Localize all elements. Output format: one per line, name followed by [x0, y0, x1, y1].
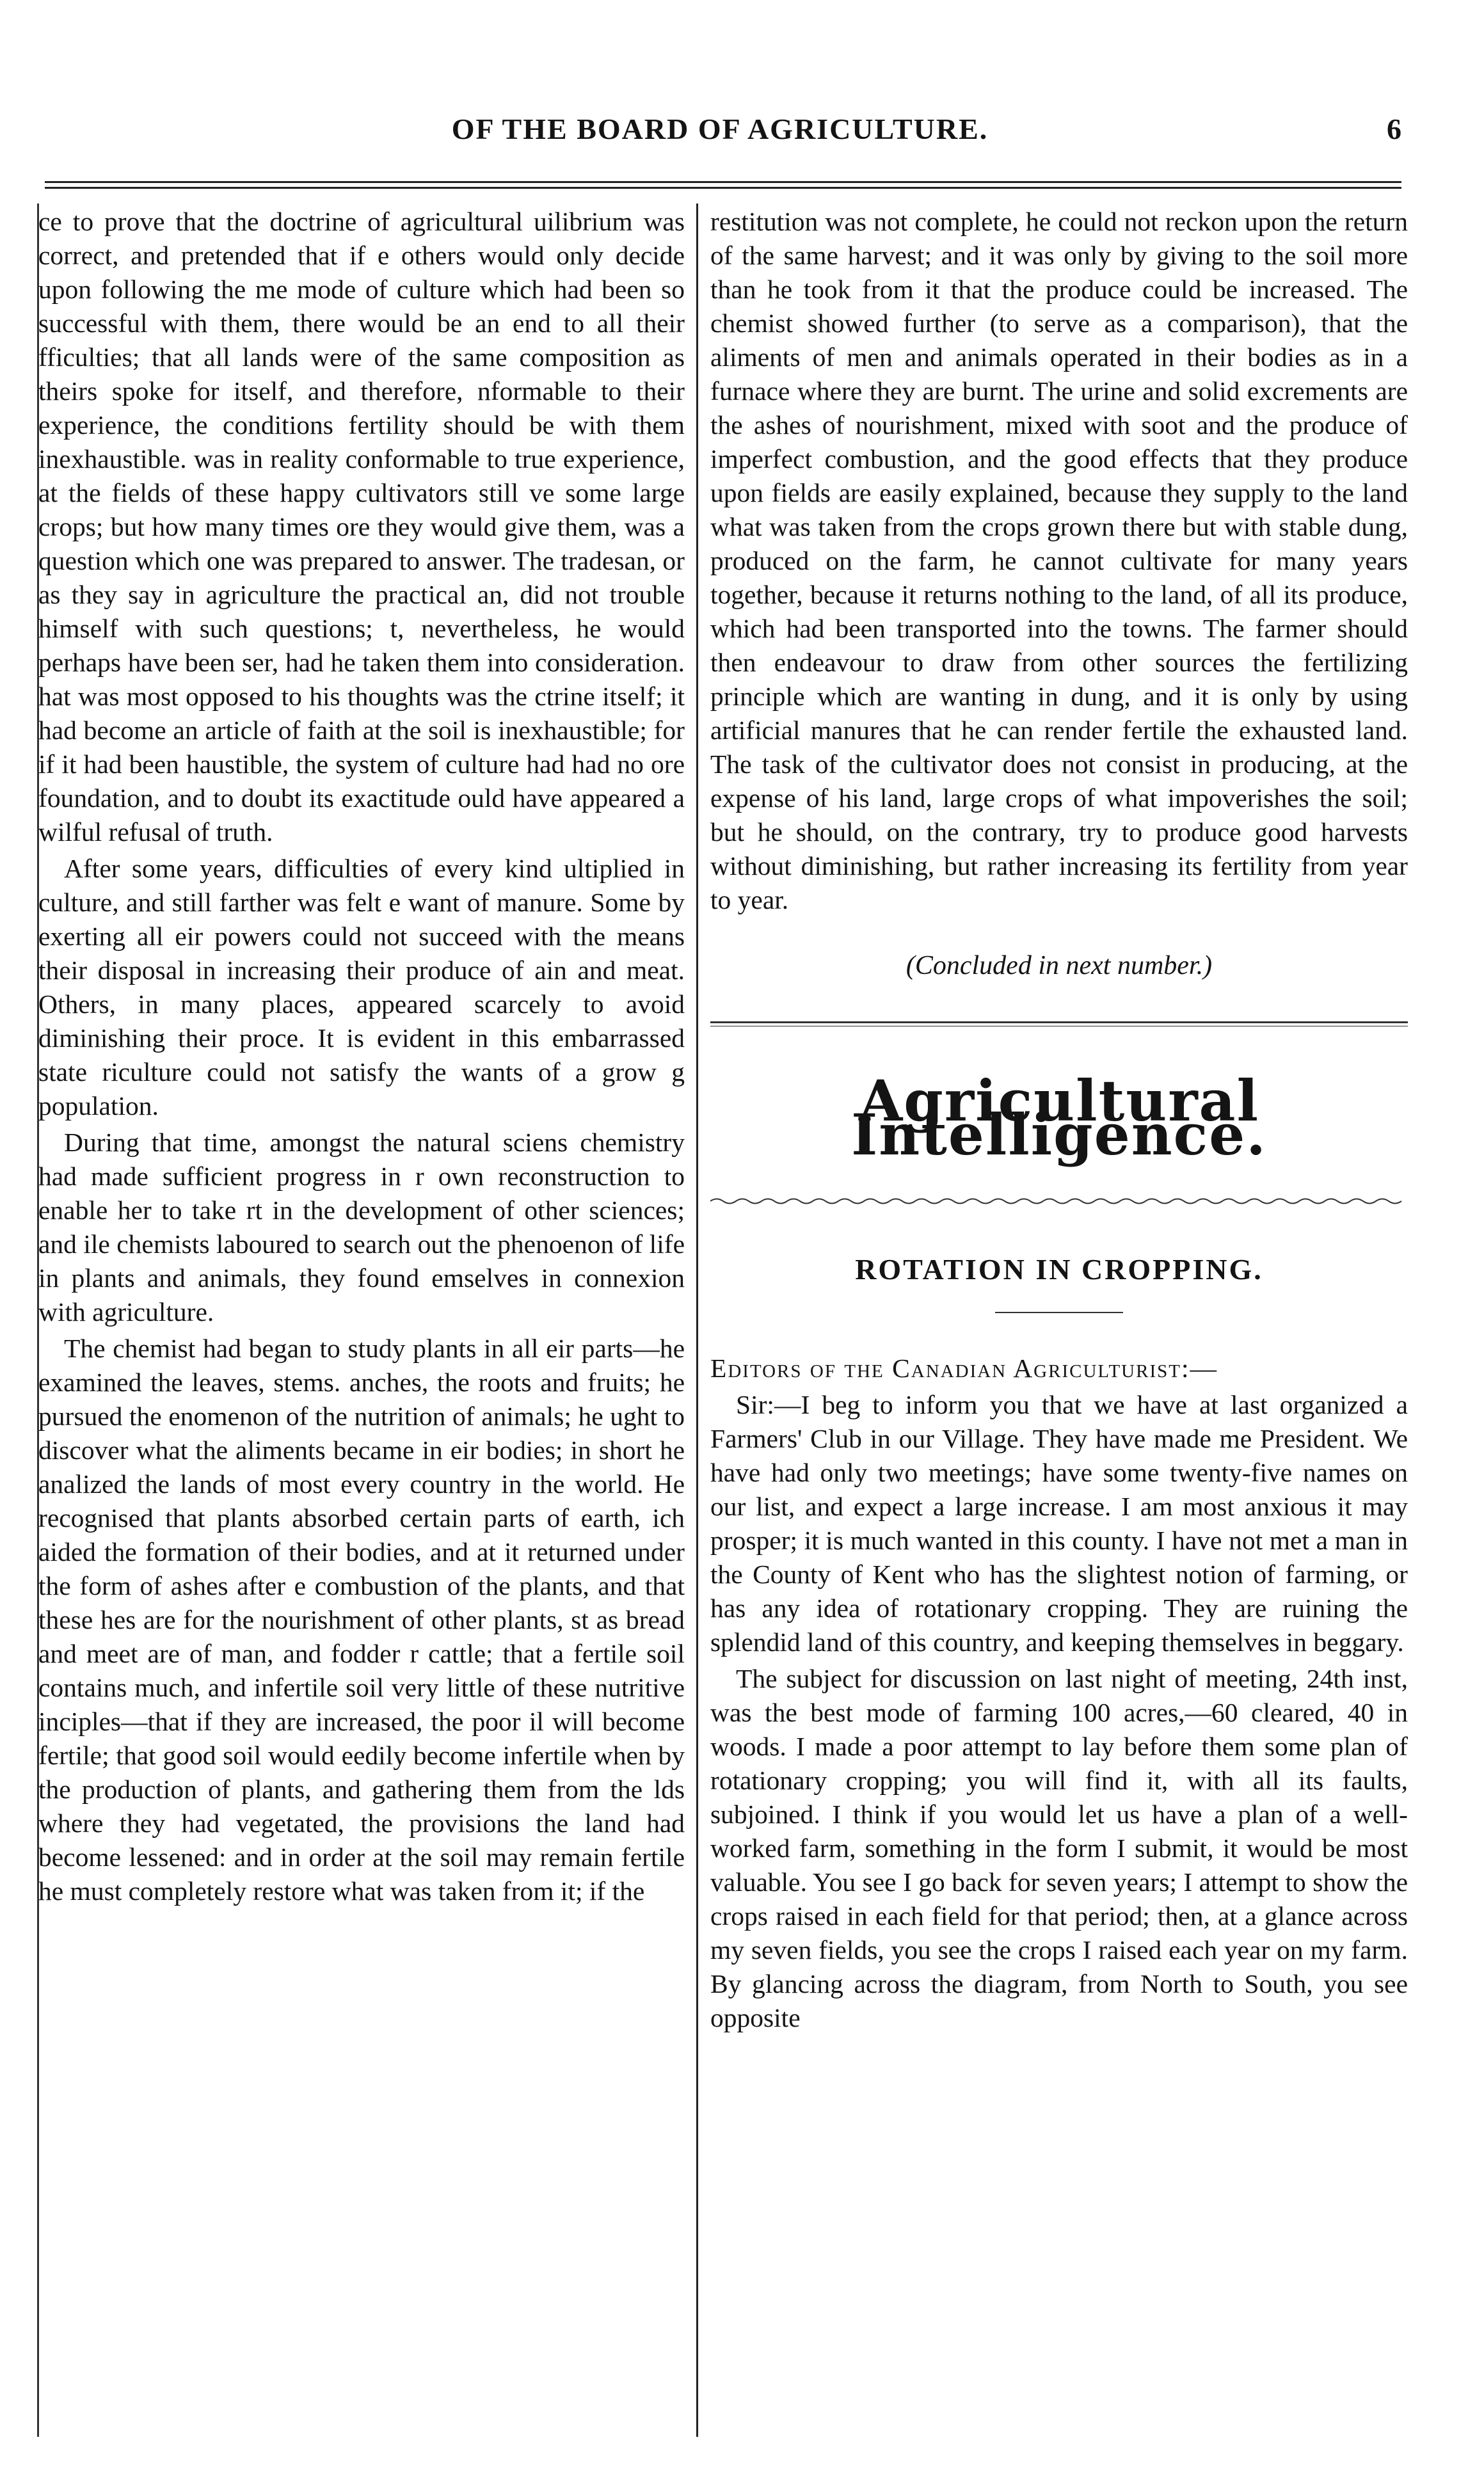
- section-separator: [710, 1021, 1408, 1026]
- title-rule: [995, 1312, 1123, 1313]
- right-column: [710, 205, 1408, 2035]
- column-divider: [696, 203, 698, 2437]
- left-paragraph-3: During that time, amongst the natural sciens chemistry had made sufficient progress in r own reconstruction to enable her to take rt in the development of other sciences; and ile chemists laboured to search out the phenoenon of life in plants and animals, they found emselves in connexion with agriculture.: [38, 1128, 685, 1327]
- article-title: ROTATION IN CROPPING.: [855, 1253, 1263, 1286]
- letter-salutation: Editors of the Canadian Agriculturist:—: [710, 1353, 1218, 1383]
- left-paragraph-4: The chemist had began to study plants in all eir parts—he examined the leaves, stems. anches, the roots and fruits; he pursued the enomenon of the nutrition of animals; he ught to discover what the aliments became in eir bodies; in short he analized the lands of most every country in the world. He recognised that plants absorbed certain parts of earth, ich aided the formation of their bodies, and at it returned under the form of ashes after e combustion of the plants, and that these hes are for the nourishment of other plants, st as bread and meet are of man, and fodder r cattle; that a fertile soil contains much, and infertile soil very little of these nutritive inciples—that if they are increased, the poor il will become fertile; that good soil would eedily become infertile when by the production of plants, and gathering them from the lds where they had vegetated, the provisions the land had become lessened: and in order at the soil may remain fertile he must completely restore what was taken from it; if the: [38, 1334, 685, 1906]
- wavy-rule: [710, 1197, 1408, 1206]
- left-paragraph-2: After some years, difficulties of every kind ultiplied in culture, and still farther was felt e want of manure. Some by exerting all eir powers could not succeed with the means their disposal in increasing their produce of ain and meat. Others, in many places, appeared scarcely to avoid diminishing their proce. It is evident in this embarrassed state riculture could not satisfy the wants of a grow g population.: [38, 854, 685, 1121]
- header-rule: [45, 181, 1401, 189]
- letter-paragraph-1: Sir:—I beg to inform you that we have at last organized a Farmers' Club in our Village. They have made me President. We have had only two meetings; have some twenty-five names on our list, and expect a large increase. I am most anxious it may prosper; it is much wanted in this county. I have not met a man in the County of Kent who has the slightest notion of farming, or has any idea of rotationary cropping. They are ruining the splendid land of this country, and keeping themselves in beggary.: [710, 1390, 1408, 1657]
- left-paragraph-1: ce to prove that the doctrine of agricultural uilibrium was correct, and pretended that if e others would only decide upon following the me mode of culture which had been so successful with them, there would be an end to all their fficulties; that all lands were of the same composition as theirs spoke for itself, and therefore, nformable to their experience, the conditions fertility should be with them inexhaustible. was in reality conformable to true experience, at the fields of these happy cultivators still ve some large crops; but how many times ore they would give them, was a question which one was prepared to answer. The tradesan, or as they say in agriculture the practical an, did not trouble himself with such questions; t, nevertheless, he would perhaps have been ser, had he taken them into consideration. hat was most opposed to his thoughts was the ctrine itself; it had become an article of faith at the soil is inexhaustible; for if it had been haustible, the system of culture had had no ore foundation, and to doubt its exactitude ould have appeared a wilful refusal of truth.: [38, 207, 685, 847]
- page-number: 6: [1387, 113, 1401, 145]
- section-title: Agricultural Intelligence.: [851, 1067, 1267, 1168]
- concluded-note: (Concluded in next number.): [906, 951, 1213, 980]
- running-head: OF THE BOARD OF AGRICULTURE.: [451, 113, 989, 145]
- letter-paragraph-2: The subject for discussion on last night of meeting, 24th inst, was the best mode of farming 100 acres,—60 cleared, 40 in woods. I made a poor attempt to lay before them some plan of rotationary cropping; you will find it, with all its faults, subjoined. I think if you would let us have a plan of a well-worked farm, something in the form I submit, it would be most valuable. You see I go back for seven years; I attempt to show the crops raised in each field for that period; then, at a glance across my seven fields, you see the crops I raised each year on my farm. By glancing across the diagram, from North to South, you see opposite: [710, 1664, 1408, 2032]
- continued-paragraph: restitution was not complete, he could not reckon upon the return of the same harvest; and it was only by giving to the soil more than he took from it that the produce could be increased. The chemist showed further (to serve as a comparison), that the aliments of men and animals operated in their bodies as in a furnace where they are burnt. The urine and solid excrements are the ashes of nourishment, mixed with soot and the produce of imperfect combustion, and the good effects that they produce upon fields are easily explained, because they supply to the land what was taken from the crops grown there but with stable dung, produced on the farm, he cannot cultivate for many years together, because it returns nothing to the land, of all its produce, which had been transported into the towns. The farmer should then endeavour to draw from other sources the fertilizing principle which are wanting in dung, and it is only by using artificial manures that he can render fertile the exhausted land. The task of the cultivator does not consist in producing, at the expense of his land, large crops of what impoverishes the soil; but he should, on the contrary, try to produce good harvests without diminishing, but rather increasing its fertility from year to year.: [710, 207, 1408, 914]
- left-column: [38, 205, 685, 1908]
- page-header: [38, 112, 1401, 170]
